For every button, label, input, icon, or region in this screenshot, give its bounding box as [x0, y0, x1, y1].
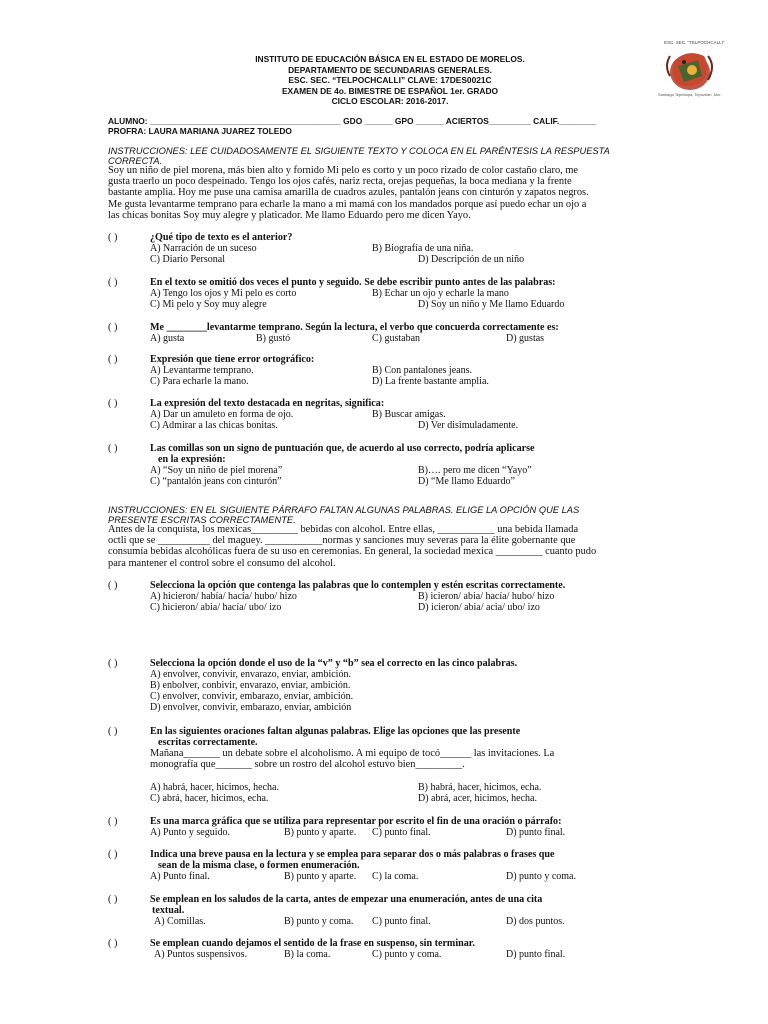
- option-a: A) Dar un amuleto en forma de ojo.: [150, 409, 294, 420]
- student-info-line: ALUMNO: _________________________________________ GDO ______ GPO ______ ACIERTOS_________ CALIF.________: [108, 116, 597, 126]
- option-c: C) hicieron/ abia/ hacía/ ubo/ izo: [150, 602, 282, 613]
- text-line: las chicas bonitas Soy muy alegre y platicador. Me llamo Eduardo pero me dicen Yayo.: [108, 209, 471, 221]
- option-d: D) Descripción de un niño: [418, 254, 525, 265]
- answer-blank[interactable]: ( ): [108, 894, 118, 905]
- answer-blank[interactable]: ( ): [108, 322, 118, 333]
- question-text: Expresión que tiene error ortográfico:: [150, 354, 315, 365]
- option-c: C) la coma.: [372, 871, 419, 882]
- question-text: Se emplean en los saludos de la carta, antes de empezar una enumeración, antes de una cita: [150, 894, 543, 905]
- text-line: para mantener el control sobre el consumo del alcohol.: [108, 557, 336, 569]
- text-line: bastante amplia. Hoy me puse una camisa amarilla de cuadros azules, pantalón jeans con cinturón y zapatos negros.: [108, 187, 589, 199]
- question-text: ¿Qué tipo de texto es el anterior?: [150, 232, 293, 243]
- instruction-line: PRESENTE ESCRITAS CORRECTAMENTE.: [108, 515, 296, 526]
- option-b: B) enbolver, conbivir, envarazo, enviar, ambición.: [150, 680, 351, 691]
- option-b: B) Buscar amigas.: [372, 409, 446, 420]
- question-text-cont: en la expresión:: [158, 454, 226, 465]
- question-text: Indica una breve pausa en la lectura y se emplea para separar dos o más palabras o frases que: [150, 849, 555, 860]
- question-text: Selecciona la opción donde el uso de la “v” y “b” sea el correcto en las cinco palabras.: [150, 658, 518, 669]
- question-text: En las siguientes oraciones faltan algunas palabras. Elige las opciones que las presente: [150, 726, 521, 737]
- option-b: B) punto y aparte.: [284, 871, 357, 882]
- logo-caption: ESC. SEC. "TELPOCHCALLI": [664, 40, 725, 45]
- header-line-school: ESC. SEC. “TELPOCHCALLI” CLAVE: 17DES0021C: [288, 75, 492, 86]
- answer-blank[interactable]: ( ): [108, 580, 118, 591]
- teacher-line: PROFRA: LAURA MARIANA JUAREZ TOLEDO: [108, 126, 292, 136]
- question-text: Selecciona la opción que contenga las palabras que lo contemplen y estén escritas correctamente.: [150, 580, 566, 591]
- header-line-exam: EXAMEN DE 4o. BIMESTRE DE ESPAÑOL 1er. GRADO: [281, 85, 499, 96]
- option-a: A) hicieron/ había/ hacía/ hubo/ hizo: [150, 591, 297, 602]
- text-line: Antes de la conquista, los mexicas_________ bebidas con alcohol. Entre ellas, ___________ una bebida llamada: [108, 524, 579, 535]
- question-text: En el texto se omitió dos veces el punto y seguido. Se debe escribir punto antes de las palabras:: [150, 277, 556, 288]
- option-d: D) icieron/ abia/ acia/ ubo/ izo: [418, 602, 540, 613]
- option-a: A) habrá, hacer, hicimos, hecha.: [150, 782, 279, 793]
- question-text-cont: sean de la misma clase, o formen enumeración.: [158, 860, 360, 871]
- header-line-cycle: CICLO ESCOLAR: 2016-2017.: [331, 96, 449, 107]
- option-c: C) “pantalón jeans con cinturón”: [150, 476, 282, 487]
- header-block: [180, 54, 600, 107]
- answer-blank[interactable]: ( ): [108, 443, 118, 454]
- text-line: octli que se __________ del maguey. ___________normas y sanciones muy severas para la élite gobernante que: [108, 535, 576, 547]
- answer-blank[interactable]: ( ): [108, 726, 118, 737]
- text-line: monografía que_______ sobre un rostro del alcohol estuvo bien_________.: [150, 759, 465, 771]
- question-text-cont: escritas correctamente.: [158, 737, 258, 748]
- text-line: gusta traerlo un poco despeinado. Tengo los ojos cafés, nariz recta, orejas pequeñas, la boca mediana y la frente: [108, 176, 572, 188]
- option-a: A) Comillas.: [154, 916, 206, 927]
- option-d: D) punto final.: [506, 949, 566, 960]
- option-c: C) punto y coma.: [372, 949, 442, 960]
- option-a: A) Narración de un suceso: [150, 243, 257, 254]
- question-text: Es una marca gráfica que se utiliza para representar por escrito el fin de una oración o párrafo:: [150, 816, 562, 827]
- question-text: Se emplean cuando dejamos el sentido de la frase en suspenso, sin terminar.: [150, 938, 475, 949]
- question-text: Me ________levantarme temprano. Según la lectura, el verbo que concuerda correctamente es:: [150, 322, 559, 333]
- option-c: C) Para echarle la mano.: [150, 376, 249, 387]
- answer-blank[interactable]: ( ): [108, 354, 118, 365]
- option-a: A) Levantarme temprano.: [150, 365, 254, 376]
- gap-fill-sentences: [150, 748, 660, 770]
- option-d: D) Soy un niño y Me llamo Eduardo: [418, 299, 565, 310]
- option-c: C) Mi pelo y Soy muy alegre: [150, 299, 267, 310]
- option-b: B) la coma.: [284, 949, 331, 960]
- instruction-line: CORRECTA.: [108, 156, 163, 167]
- option-d: D) Ver disimuladamente.: [418, 420, 519, 431]
- option-d: D) dos puntos.: [506, 916, 565, 927]
- section1-instructions: [108, 146, 663, 166]
- option-b: B)…. pero me dicen “Yayo”: [418, 465, 532, 476]
- option-b: B) habrá, hacer, hicimos, echa.: [418, 782, 542, 793]
- question-text: La expresión del texto destacada en negritas, significa:: [150, 398, 385, 409]
- school-logo: [648, 36, 748, 102]
- option-a: A) gusta: [150, 333, 185, 344]
- option-c: C) gustaban: [372, 333, 421, 344]
- option-b: B) Con pantalones jeans.: [372, 365, 472, 376]
- answer-blank[interactable]: ( ): [108, 232, 118, 243]
- option-b: B) gustó: [256, 333, 291, 344]
- option-b: B) punto y aparte.: [284, 827, 357, 838]
- option-c: C) Diario Personal: [150, 254, 225, 265]
- option-c: C) punto final.: [372, 916, 431, 927]
- section2-instructions: [108, 505, 663, 525]
- option-c: C) abrá, hacer, hicimos, echa.: [150, 793, 269, 804]
- answer-blank[interactable]: ( ): [108, 277, 118, 288]
- option-a: A) envolver, convivir, envarazo, enviar, ambición.: [150, 669, 351, 680]
- option-d: D) punto final.: [506, 827, 566, 838]
- header-line-department: DEPARTAMENTO DE SECUNDARIAS GENERALES.: [288, 64, 492, 75]
- question-text: Las comillas son un signo de puntuación que, de acuerdo al uso correcto, podría aplicarse: [150, 443, 535, 454]
- option-d: D) “Me llamo Eduardo”: [418, 476, 515, 487]
- option-a: A) Puntos suspensivos.: [154, 949, 248, 960]
- option-d: D) abrá, acer, hicimos, hecha.: [418, 793, 537, 804]
- text-line: Me gusta levantarme temprano para echarle la mano a mi mamá con los mandados porque así puedo echar un ojo a: [108, 198, 587, 210]
- option-b: B) Echar un ojo y echarle la mano: [372, 288, 509, 299]
- text-line: consumía bebidas alcohólicas fuera de su uso en ceremonias. En general, la sociedad mexica _________ cuanto pudo: [108, 546, 597, 558]
- logo-subcaption: Santiago Tepetlapa, Tepoztlán, Mor.: [658, 92, 722, 97]
- instruction-line: INSTRUCCIONES: LEE CUIDADOSAMENTE EL SIGUIENTE TEXTO Y COLOCA EN EL PARÉNTESIS LA RESPUESTA: [108, 146, 610, 156]
- option-d: D) punto y coma.: [506, 871, 576, 882]
- text-line: Mañana_______ un debate sobre el alcoholismo. A mi equipo de tocó______ las invitaciones. La: [150, 748, 555, 759]
- option-c: C) Admirar a las chicas bonitas.: [150, 420, 278, 431]
- answer-blank[interactable]: ( ): [108, 849, 118, 860]
- header-line-institute: INSTITUTO DE EDUCACIÓN BÁSICA EN EL ESTADO DE MORELOS.: [255, 54, 525, 64]
- option-a: A) Punto final.: [150, 871, 210, 882]
- option-b: B) icieron/ abia/ hacía/ hubo/ hizo: [418, 591, 555, 602]
- question-text-cont: textual.: [152, 905, 185, 916]
- option-b: B) Biografía de una niña.: [372, 243, 474, 254]
- answer-blank[interactable]: ( ): [108, 816, 118, 827]
- gap-fill-text: [108, 524, 660, 569]
- text-line: Soy un niño de piel morena, más bien alto y fornido Mi pelo es corto y un poco rizado de color castaño claro, me: [108, 165, 579, 176]
- option-d: D) La frente bastante amplia.: [372, 376, 489, 387]
- option-a: A) Tengo los ojos y Mi pelo es corto: [150, 288, 297, 299]
- option-a: A) Punto y seguido.: [150, 827, 230, 838]
- answer-blank[interactable]: ( ): [108, 398, 118, 409]
- option-b: B) punto y coma.: [284, 916, 354, 927]
- option-d: D) gustas: [506, 333, 545, 344]
- answer-blank[interactable]: ( ): [108, 938, 118, 949]
- answer-blank[interactable]: ( ): [108, 658, 118, 669]
- reading-text: [108, 165, 660, 221]
- instruction-line: INSTRUCCIONES: EN EL SIGUIENTE PÁRRAFO FALTAN ALGUNAS PALABRAS. ELIGE LA OPCIÓN QUE LAS: [108, 505, 580, 515]
- option-c: C) punto final.: [372, 827, 431, 838]
- option-d: D) envolver, convivir, embarazo, enviar, ambición: [150, 702, 352, 713]
- option-a: A) “Soy un niño de piel morena”: [150, 465, 283, 476]
- option-c: C) envolver, convivir, embarazo, enviar, ambición.: [150, 691, 354, 702]
